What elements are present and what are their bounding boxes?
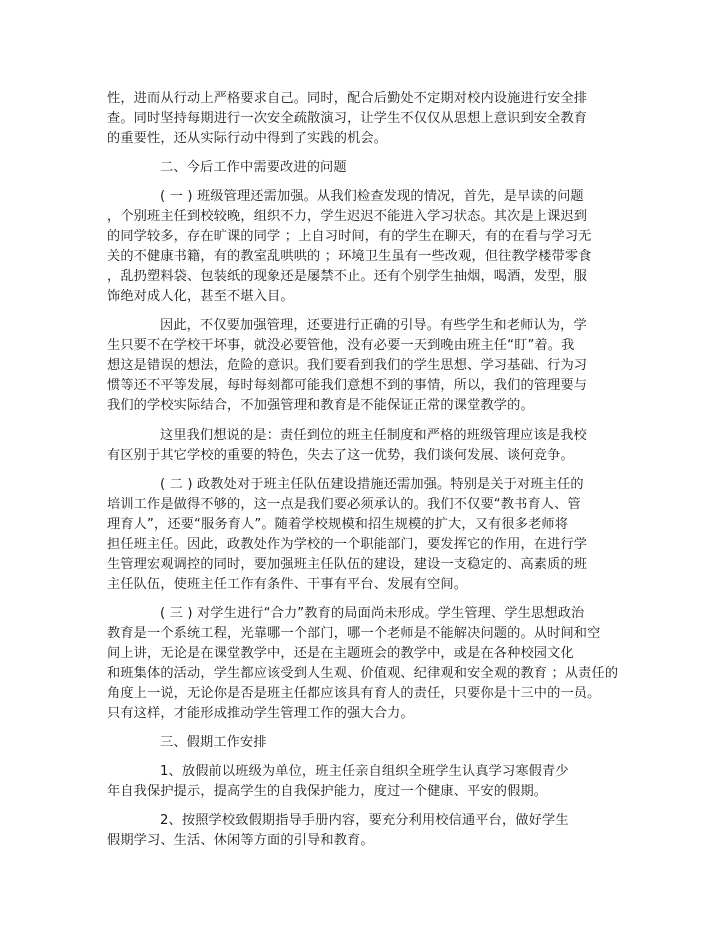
text-line: ，个别班主任到校较晚，组织不力，学生迟迟不能进入学习状态。其次是上课迟到 bbox=[107, 209, 588, 224]
text-line: 年自我保护提示，提高学生的自我保护能力，度过一个健康、平安的假期。 bbox=[107, 784, 548, 799]
text-line: 教育是一个系统工程，光靠哪一个部门，哪一个老师是不能解决问题的。从时间和空 bbox=[107, 626, 601, 641]
paragraph-first-line: 这里我们想说的是：责任到位的班主任制度和严格的班级管理应该是我校 bbox=[160, 428, 587, 443]
text-line: 生只要不在学校干坏事，就没必要管他，没有必要一天到晚由班主任“盯”着。我 bbox=[107, 338, 575, 353]
text-line: 惯等还不平等发展，每时每刻都可能我们意想不到的事情，所以，我们的管理要与 bbox=[107, 378, 588, 393]
text-line: 主任队伍，使班主任工作有条件、干事有平台、发展有空间。 bbox=[107, 577, 468, 592]
paragraph-first-line: 2、按照学校致假期指导手册内容，要充分利用校信通平台，做好学生 bbox=[160, 813, 569, 828]
paragraph-first-line: ( 二 ) 政教处对于班主任队伍建设措施还需加强。特别是关于对班主任的 bbox=[160, 477, 584, 492]
text-line: 的同学较多，存在旷课的同学 ；上自习时间，有的学生在聊天，有的在看与学习无 bbox=[107, 229, 592, 244]
paragraph-first-line: ( 三 ) 对学生进行“合力”教育的局面尚未形成。学生管理、学生思想政治 bbox=[160, 606, 585, 621]
text-line: 只有这样，才能形成推动学生管理工作的强大合力。 bbox=[107, 706, 414, 721]
text-line: 关的不健康书籍，有的教室乱哄哄的 ；环境卫生虽有一些改观，但往教学楼带零食 bbox=[107, 249, 592, 264]
text-line: 理育人”，还要“服务育人”。随着学校规模和招生规模的扩大，又有很多老师将 bbox=[107, 517, 569, 532]
text-line: 有区别于其它学校的重要的特色，失去了这一优势，我们谈何发展、谈何竞争。 bbox=[107, 448, 574, 463]
text-line: 担任班主任。因此，政教处作为学校的一个职能部门，要发挥它的作用，在进行学 bbox=[107, 537, 588, 552]
text-line: 我们的学校实际结合，不加强管理和教育是不能保证正常的课堂教学的。 bbox=[107, 398, 534, 413]
paragraph-first-line: ( 一 ) 班级管理还需加强。从我们检查发现的情况，首先，是早读的问题 bbox=[160, 189, 584, 204]
text-line: 饰绝对成人化，甚至不堪入目。 bbox=[107, 289, 294, 304]
text-line: 假期学习、生活、休闲等方面的引导和教育。 bbox=[107, 833, 374, 848]
section-heading-2: 二、今后工作中需要改进的问题 bbox=[160, 160, 347, 175]
text-line: 和班集体的活动，学生都应该受到人生观、价值观、纪律观和安全观的教育 ；从责任的 bbox=[107, 666, 619, 681]
paragraph-first-line: 1、放假前以班级为单位，班主任亲自组织全班学生认真学习寒假青少 bbox=[160, 764, 569, 779]
text-line: 想这是错误的想法，危险的意识。我们要看到我们的学生思想、学习基础、行为习 bbox=[107, 358, 588, 373]
section-heading-3: 三、假期工作安排 bbox=[160, 735, 267, 750]
text-line: 查。同时坚持每期进行一次安全疏散演习，让学生不仅仅从思想上意识到安全教育 bbox=[107, 111, 588, 126]
text-line: 的重要性，还从实际行动中得到了实践的机会。 bbox=[107, 131, 388, 146]
text-line: 性，进而从行动上严格要求自己。同时，配合后勤处不定期对校内设施进行安全排 bbox=[107, 91, 588, 106]
paragraph-first-line: 因此，不仅要加强管理，还要进行正确的引导。有些学生和老师认为，学 bbox=[160, 318, 587, 333]
text-line: 生管理宏观调控的同时，要加强班主任队伍的建设，建设一支稳定的、高素质的班 bbox=[107, 557, 588, 572]
text-line: 角度上一说，无论你是否是班主任都应该具有育人的责任，只要你是十三中的一员。 bbox=[107, 686, 601, 701]
text-line: 间上讲，无论是在课堂教学中，还是在主题班会的教学中，或是在各种校园文化 bbox=[107, 646, 574, 661]
text-line: ，乱扔塑料袋、包装纸的现象还是屡禁不止。还有个别学生抽烟，喝酒，发型，服 bbox=[107, 269, 588, 284]
text-line: 培训工作是做得不够的，这一点是我们要必须承认的。我们不仅要“教书育人、管 bbox=[107, 497, 581, 512]
